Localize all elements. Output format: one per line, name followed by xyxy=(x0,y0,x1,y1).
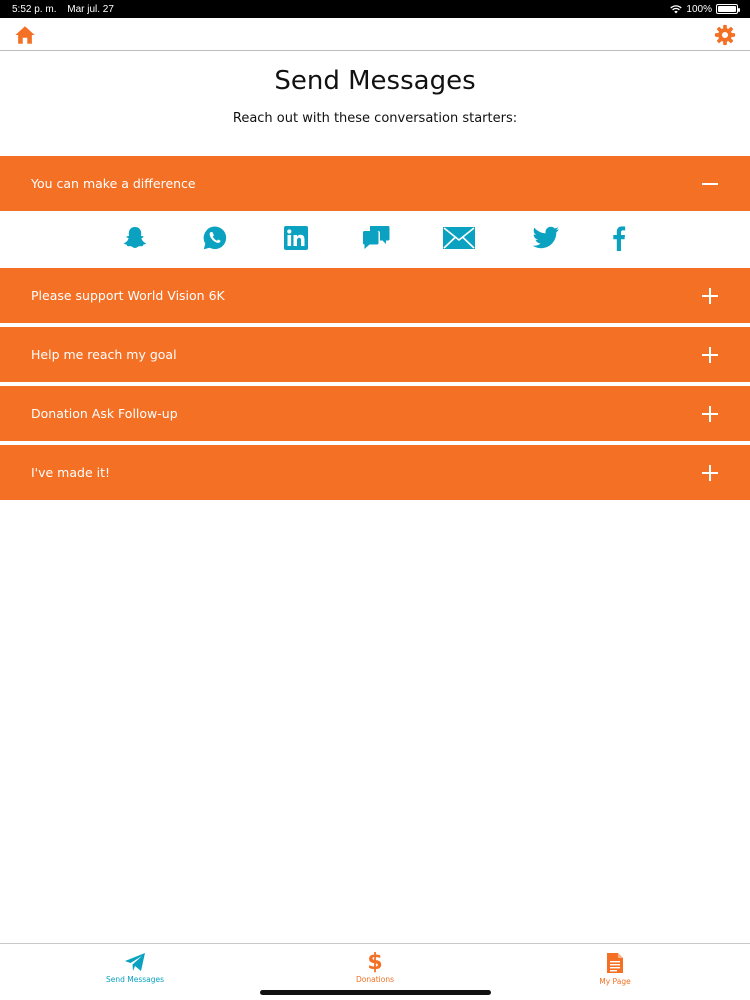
message-accordion xyxy=(0,156,750,500)
tab-label: Send Messages xyxy=(105,975,165,984)
expand-icon[interactable] xyxy=(702,346,720,364)
home-icon[interactable] xyxy=(14,24,36,46)
snapchat-icon[interactable] xyxy=(122,224,148,252)
status-right xyxy=(670,4,738,15)
accordion-item-label: Donation Ask Follow-up xyxy=(31,406,178,421)
wifi-icon xyxy=(670,4,682,14)
status-bar xyxy=(0,0,750,18)
status-date: Mar jul. 27 xyxy=(67,3,114,15)
expand-icon[interactable] xyxy=(702,287,720,305)
expand-icon[interactable] xyxy=(702,405,720,423)
accordion-item-support-world-vision[interactable] xyxy=(0,268,750,323)
tab-label: Donations xyxy=(356,975,394,984)
accordion-item-make-difference[interactable] xyxy=(0,156,750,211)
battery-icon xyxy=(716,4,738,14)
top-bar xyxy=(0,18,750,51)
status-time: 5:52 p. m. xyxy=(12,3,57,15)
battery-percent: 100% xyxy=(686,3,712,15)
facebook-icon[interactable] xyxy=(612,224,626,252)
home-indicator xyxy=(260,990,491,995)
accordion-item-donation-follow-up[interactable] xyxy=(0,386,750,441)
document-icon xyxy=(606,952,624,974)
paper-plane-icon xyxy=(124,952,146,972)
accordion-item-made-it[interactable] xyxy=(0,445,750,500)
share-icons-row xyxy=(0,211,750,268)
whatsapp-icon[interactable] xyxy=(202,224,228,252)
page-title: Send Messages xyxy=(274,66,476,96)
collapse-icon[interactable] xyxy=(702,175,720,193)
tab-my-page[interactable] xyxy=(555,952,675,986)
email-icon[interactable] xyxy=(442,224,476,252)
accordion-item-label: I've made it! xyxy=(31,465,111,480)
page-subtitle: Reach out with these conversation starters: xyxy=(232,111,518,126)
accordion-item-label: You can make a difference xyxy=(31,176,196,191)
tab-donations[interactable] xyxy=(315,952,435,984)
accordion-item-label: Help me reach my goal xyxy=(31,347,177,362)
tab-send-messages[interactable] xyxy=(75,952,195,984)
status-left xyxy=(12,4,122,15)
gear-icon[interactable] xyxy=(714,24,736,46)
accordion-item-label: Please support World Vision 6K xyxy=(31,288,225,303)
linkedin-icon[interactable] xyxy=(284,224,308,252)
twitter-icon[interactable] xyxy=(532,224,560,252)
tab-label: My Page xyxy=(599,977,631,986)
accordion-item-reach-goal[interactable] xyxy=(0,327,750,382)
sms-icon[interactable] xyxy=(362,224,390,252)
dollar-icon: $ xyxy=(367,950,383,975)
expand-icon[interactable] xyxy=(702,464,720,482)
